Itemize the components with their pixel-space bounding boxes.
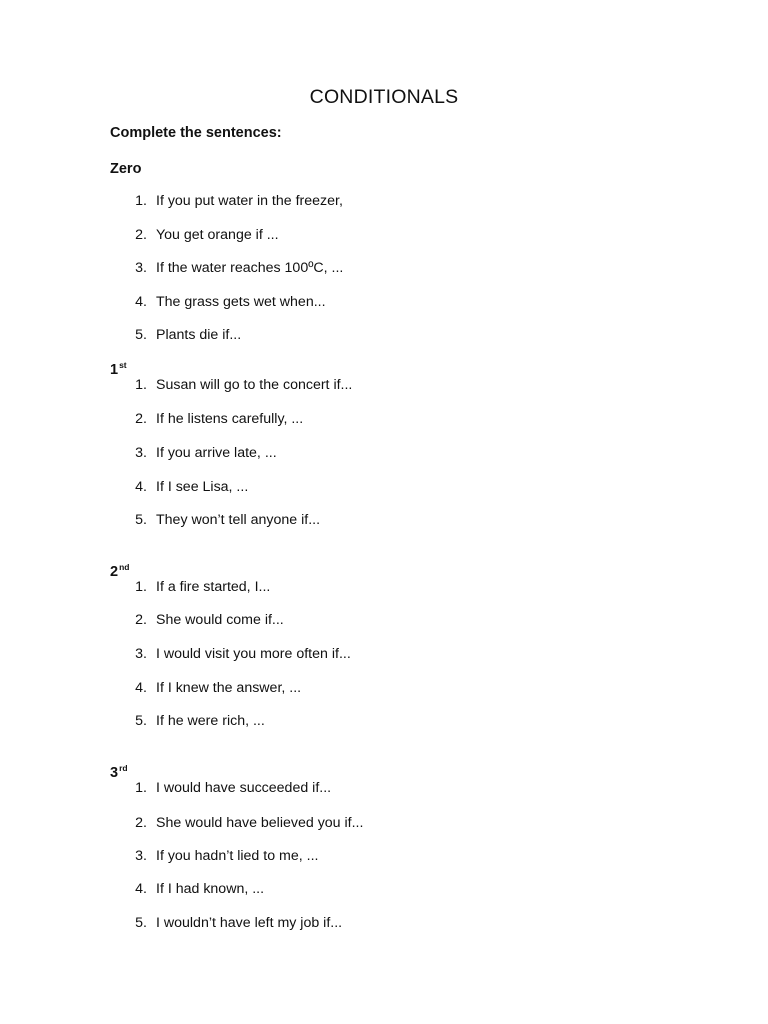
list-item: She would come if... (156, 612, 284, 628)
list-item-number: 5. (135, 915, 147, 931)
list-item: If I had known, ... (156, 881, 265, 897)
list-item-number: 3. (135, 646, 147, 662)
list-item: If you arrive late, ... (156, 445, 277, 461)
list-item: If you put water in the freezer, (156, 193, 343, 209)
list-item: They won’t tell anyone if... (156, 512, 321, 528)
list-item-number: 2. (135, 815, 147, 831)
list-item-number: 4. (135, 881, 147, 897)
section-label-third: 3rd (110, 763, 128, 781)
section-label-second: 2nd (110, 562, 130, 580)
list-item: She would have believed you if... (156, 815, 364, 831)
list-item-number: 3. (135, 260, 147, 276)
list-item: I would visit you more often if... (156, 646, 351, 662)
list-item: I would have succeeded if... (156, 780, 332, 796)
section-label-first: 1st (110, 360, 127, 378)
list-item-number: 3. (135, 445, 147, 461)
page-title: CONDITIONALS (309, 86, 459, 108)
section-label-zero: Zero (110, 161, 142, 177)
instruction-text: Complete the sentences: (110, 125, 282, 141)
list-item: You get orange if ... (156, 227, 279, 243)
list-item: If I knew the answer, ... (156, 680, 302, 696)
list-item: If the water reaches 100ºC, ... (156, 260, 344, 276)
list-item: If he listens carefully, ... (156, 411, 304, 427)
list-item: Plants die if... (156, 327, 242, 343)
list-item-number: 2. (135, 612, 147, 628)
list-item-number: 1. (135, 780, 147, 796)
list-item-number: 2. (135, 227, 147, 243)
list-item-number: 4. (135, 479, 147, 495)
list-item: If I see Lisa, ... (156, 479, 249, 495)
list-item: If a fire started, I... (156, 579, 271, 595)
list-item-number: 3. (135, 848, 147, 864)
list-item: I wouldn’t have left my job if... (156, 915, 343, 931)
list-item-number: 5. (135, 512, 147, 528)
list-item: If he were rich, ... (156, 713, 265, 729)
list-item-number: 1. (135, 579, 147, 595)
list-item-number: 4. (135, 680, 147, 696)
list-item: Susan will go to the concert if... (156, 377, 353, 393)
list-item-number: 5. (135, 327, 147, 343)
list-item-number: 1. (135, 193, 147, 209)
list-item-number: 1. (135, 377, 147, 393)
list-item-number: 2. (135, 411, 147, 427)
list-item: If you hadn’t lied to me, ... (156, 848, 319, 864)
list-item: The grass gets wet when... (156, 294, 326, 310)
list-item-number: 4. (135, 294, 147, 310)
list-item-number: 5. (135, 713, 147, 729)
